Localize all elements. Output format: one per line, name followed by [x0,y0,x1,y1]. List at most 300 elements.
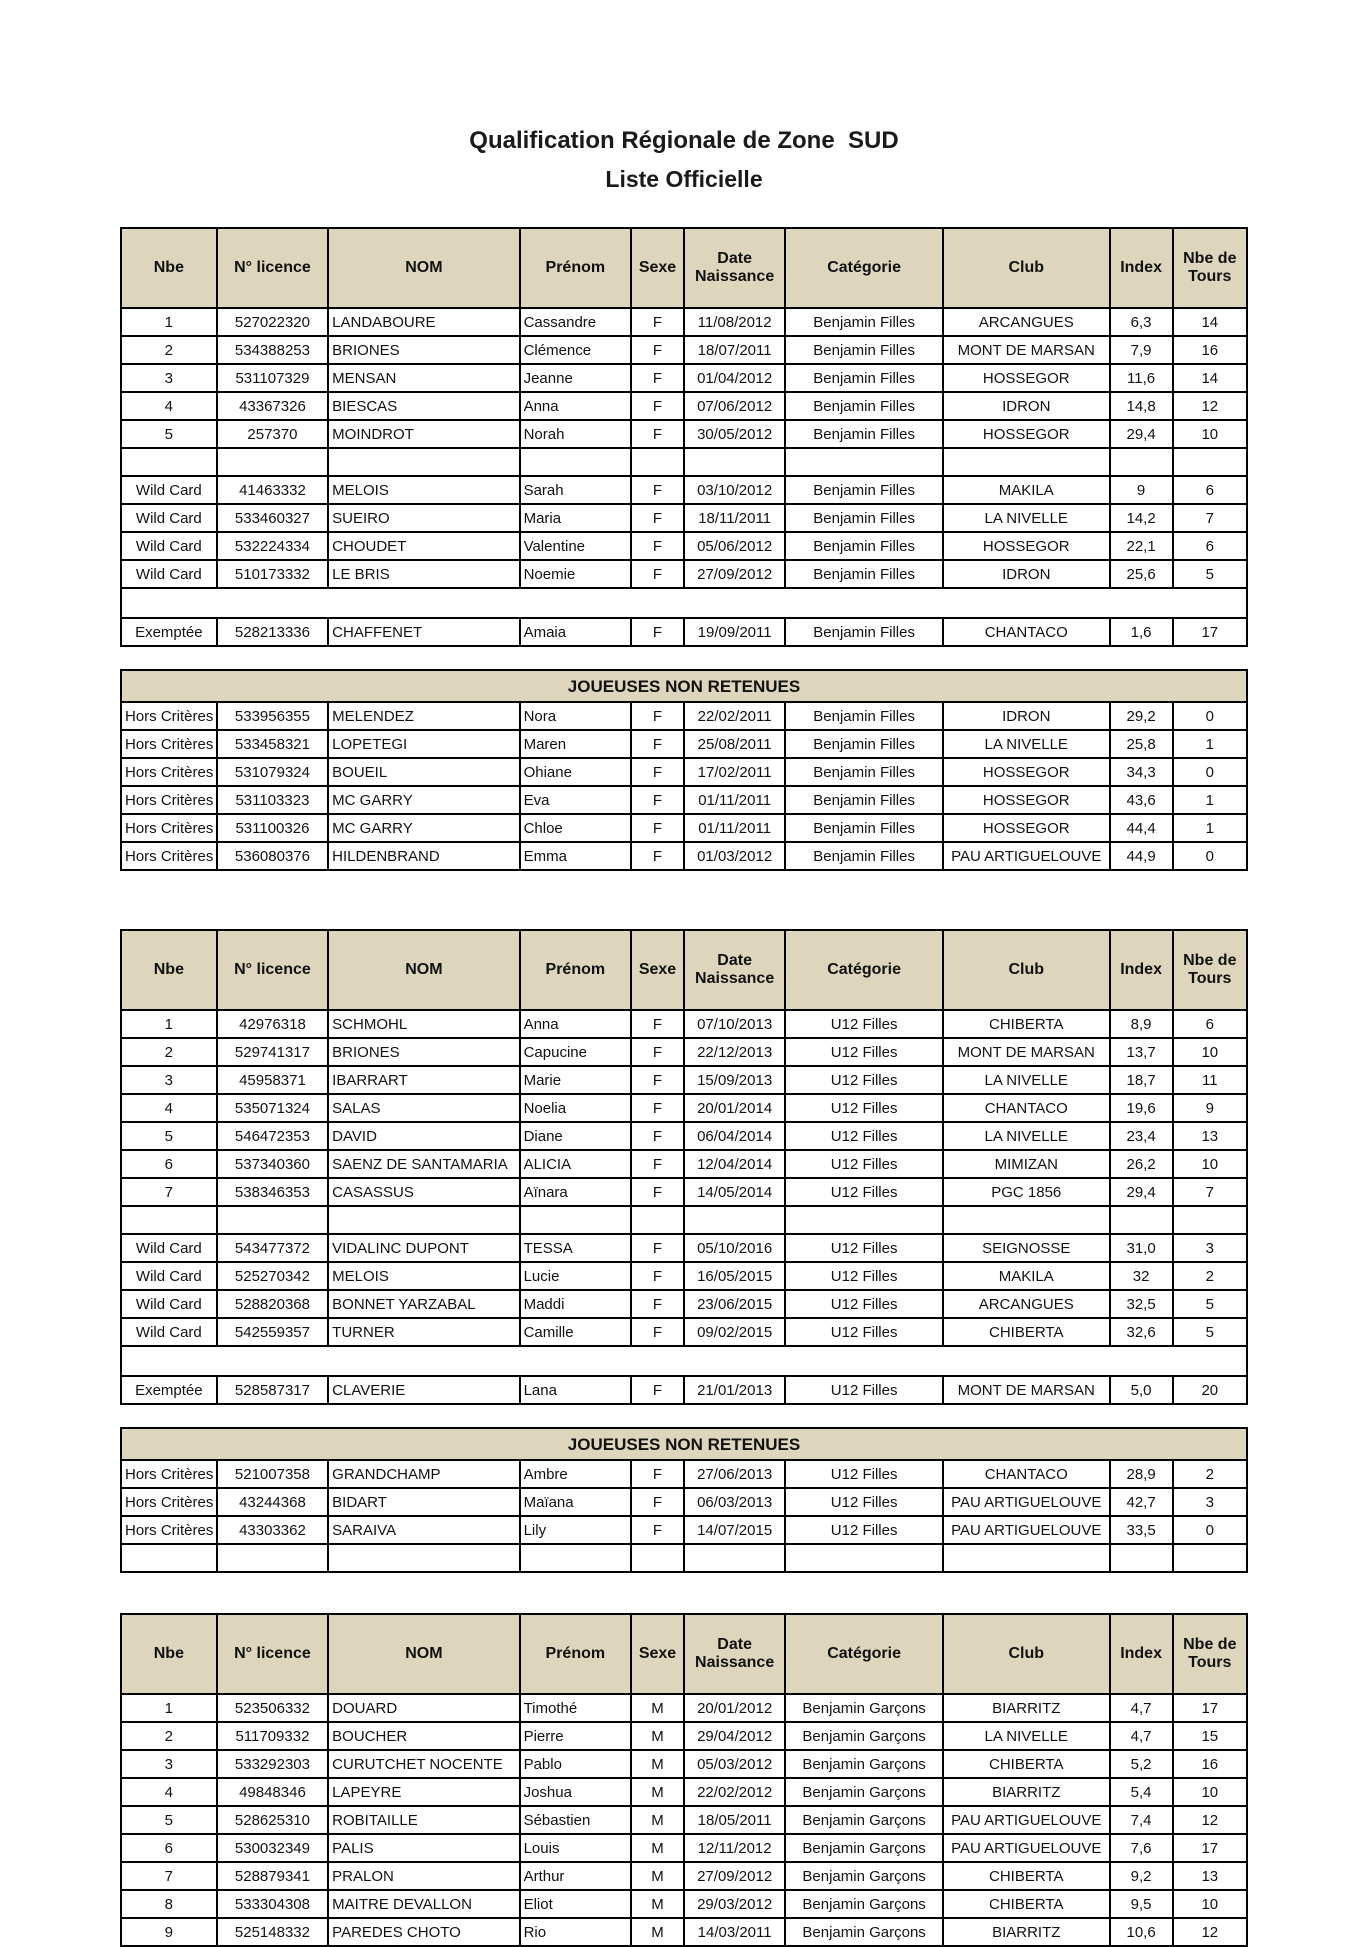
empty-cell [520,448,631,476]
column-header-nom: NOM [328,930,519,1010]
cell-licence: 535071324 [217,1094,328,1122]
cell-index: 25,6 [1110,560,1173,588]
cell-nom: BONNET YARZABAL [328,1290,519,1318]
column-header-prenom: Prénom [520,930,631,1010]
column-header-tours: Nbe de Tours [1173,930,1247,1010]
results-table-2 [120,1613,1248,1947]
column-header-prenom: Prénom [520,1614,631,1694]
cell-licence: 510173332 [217,560,328,588]
cell-club: IDRON [943,392,1110,420]
cell-licence: 533458321 [217,730,328,758]
cell-tours: 14 [1173,308,1247,336]
cell-date-naissance: 06/04/2014 [684,1122,785,1150]
cell-index: 44,9 [1110,842,1173,870]
table-row [121,364,1247,392]
cell-nom: SAENZ DE SANTAMARIA [328,1150,519,1178]
column-header-categorie: Catégorie [785,930,943,1010]
cell-categorie: Benjamin Filles [785,308,943,336]
cell-nbe: Wild Card [121,1234,217,1262]
cell-sexe: F [631,476,684,504]
cell-licence: 528879341 [217,1862,328,1890]
table-row [121,1806,1247,1834]
cell-nbe: 2 [121,1038,217,1066]
cell-nom: CURUTCHET NOCENTE [328,1750,519,1778]
cell-sexe: M [631,1918,684,1946]
cell-club: PAU ARTIGUELOUVE [943,1488,1110,1516]
cell-date-naissance: 22/02/2012 [684,1778,785,1806]
cell-tours: 7 [1173,504,1247,532]
cell-club: IDRON [943,560,1110,588]
gap-cell [121,646,1247,670]
table-row [121,308,1247,336]
cell-nom: MC GARRY [328,786,519,814]
table-row [121,1778,1247,1806]
cell-index: 7,4 [1110,1806,1173,1834]
cell-nom: BIESCAS [328,392,519,420]
cell-date-naissance: 25/08/2011 [684,730,785,758]
cell-tours: 13 [1173,1122,1247,1150]
cell-tours: 17 [1173,618,1247,646]
cell-licence: 45958371 [217,1066,328,1094]
column-header-categorie: Catégorie [785,1614,943,1694]
banner-row [121,1428,1247,1460]
cell-nbe: 3 [121,364,217,392]
column-header-licence: N° licence [217,930,328,1010]
cell-licence: 43244368 [217,1488,328,1516]
cell-sexe: F [631,1234,684,1262]
empty-cell [631,1206,684,1234]
table-header-row [121,930,1247,1010]
cell-tours: 10 [1173,420,1247,448]
cell-nom: BOUCHER [328,1722,519,1750]
cell-nom: BOUEIL [328,758,519,786]
cell-licence: 42976318 [217,1010,328,1038]
cell-club: SEIGNOSSE [943,1234,1110,1262]
cell-sexe: F [631,1460,684,1488]
column-header-club: Club [943,930,1110,1010]
cell-nom: PALIS [328,1834,519,1862]
cell-date-naissance: 27/09/2012 [684,1862,785,1890]
table-row [121,1834,1247,1862]
cell-categorie: U12 Filles [785,1262,943,1290]
column-header-tours: Nbe de Tours [1173,1614,1247,1694]
cell-index: 11,6 [1110,364,1173,392]
cell-prenom: Camille [520,1318,631,1346]
cell-date-naissance: 30/05/2012 [684,420,785,448]
cell-tours: 5 [1173,1290,1247,1318]
cell-licence: 533304308 [217,1890,328,1918]
cell-nom: DOUARD [328,1694,519,1722]
cell-prenom: Noelia [520,1094,631,1122]
cell-licence: 528625310 [217,1806,328,1834]
cell-licence: 532224334 [217,532,328,560]
cell-nom: VIDALINC DUPONT [328,1234,519,1262]
cell-licence: 43303362 [217,1516,328,1544]
cell-club: MIMIZAN [943,1150,1110,1178]
cell-club: BIARRITZ [943,1778,1110,1806]
cell-prenom: Louis [520,1834,631,1862]
cell-club: CHANTACO [943,1460,1110,1488]
column-header-nbe: Nbe [121,1614,217,1694]
cell-prenom: Sarah [520,476,631,504]
table-row [121,758,1247,786]
empty-cell [1173,1206,1247,1234]
cell-club: MAKILA [943,476,1110,504]
cell-nom: MELOIS [328,476,519,504]
column-header-licence: N° licence [217,1614,328,1694]
cell-club: MONT DE MARSAN [943,336,1110,364]
tables-container [120,227,1248,1947]
results-table-1 [120,929,1248,1573]
empty-cell [1173,448,1247,476]
cell-licence: 525148332 [217,1918,328,1946]
cell-prenom: Ambre [520,1460,631,1488]
cell-sexe: F [631,1318,684,1346]
cell-prenom: Maren [520,730,631,758]
page-title: Qualification Régionale de Zone SUD [469,127,899,154]
cell-sexe: F [631,1094,684,1122]
table-row [121,1694,1247,1722]
table-row [121,814,1247,842]
cell-date-naissance: 12/04/2014 [684,1150,785,1178]
table-row [121,1460,1247,1488]
cell-index: 9,2 [1110,1862,1173,1890]
cell-nom: LE BRIS [328,560,519,588]
cell-nbe: Hors Critères [121,1488,217,1516]
cell-date-naissance: 14/07/2015 [684,1516,785,1544]
cell-sexe: F [631,504,684,532]
cell-nbe: 4 [121,392,217,420]
cell-categorie: Benjamin Filles [785,702,943,730]
cell-nbe: Hors Critères [121,1516,217,1544]
merged-spacer-row [121,588,1247,618]
cell-date-naissance: 05/03/2012 [684,1750,785,1778]
cell-tours: 1 [1173,786,1247,814]
cell-categorie: Benjamin Filles [785,532,943,560]
column-header-index: Index [1110,930,1173,1010]
cell-date-naissance: 22/12/2013 [684,1038,785,1066]
cell-tours: 12 [1173,1806,1247,1834]
cell-nbe: 7 [121,1178,217,1206]
cell-prenom: Nora [520,702,631,730]
cell-sexe: F [631,532,684,560]
gap-row [121,646,1247,670]
cell-nom: BIDART [328,1488,519,1516]
cell-licence: 528213336 [217,618,328,646]
cell-prenom: Cassandre [520,308,631,336]
cell-tours: 16 [1173,336,1247,364]
table-row [121,1262,1247,1290]
cell-nbe: 9 [121,1918,217,1946]
cell-index: 34,3 [1110,758,1173,786]
cell-nbe: 2 [121,336,217,364]
cell-categorie: Benjamin Filles [785,730,943,758]
cell-licence: 49848346 [217,1778,328,1806]
cell-date-naissance: 15/09/2013 [684,1066,785,1094]
cell-sexe: F [631,420,684,448]
cell-sexe: M [631,1834,684,1862]
cell-nom: GRANDCHAMP [328,1460,519,1488]
table-row [121,504,1247,532]
cell-licence: 531079324 [217,758,328,786]
cell-tours: 0 [1173,842,1247,870]
table-row [121,392,1247,420]
cell-licence: 531100326 [217,814,328,842]
cell-index: 6,3 [1110,308,1173,336]
cell-nbe: Wild Card [121,560,217,588]
cell-licence: 528820368 [217,1290,328,1318]
cell-categorie: Benjamin Filles [785,560,943,588]
empty-cell [328,448,519,476]
cell-licence: 257370 [217,420,328,448]
cell-index: 19,6 [1110,1094,1173,1122]
cell-prenom: Pablo [520,1750,631,1778]
column-header-date-naissance: Date Naissance [684,228,785,308]
cell-date-naissance: 14/05/2014 [684,1178,785,1206]
cell-club: LA NIVELLE [943,504,1110,532]
cell-date-naissance: 07/10/2013 [684,1010,785,1038]
cell-index: 5,2 [1110,1750,1173,1778]
cell-nom: DAVID [328,1122,519,1150]
cell-nbe: 3 [121,1750,217,1778]
cell-prenom: Jeanne [520,364,631,392]
column-header-date-naissance: Date Naissance [684,1614,785,1694]
column-header-tours: Nbe de Tours [1173,228,1247,308]
cell-index: 28,9 [1110,1460,1173,1488]
cell-tours: 6 [1173,532,1247,560]
cell-date-naissance: 09/02/2015 [684,1318,785,1346]
column-header-sexe: Sexe [631,1614,684,1694]
cell-nom: IBARRART [328,1066,519,1094]
cell-categorie: Benjamin Garçons [785,1834,943,1862]
cell-index: 25,8 [1110,730,1173,758]
cell-tours: 20 [1173,1376,1247,1404]
cell-date-naissance: 23/06/2015 [684,1290,785,1318]
empty-cell [1173,1544,1247,1572]
cell-sexe: F [631,1150,684,1178]
cell-categorie: U12 Filles [785,1122,943,1150]
cell-nom: TURNER [328,1318,519,1346]
table-row [121,1516,1247,1544]
cell-nom: SALAS [328,1094,519,1122]
table-row [121,476,1247,504]
cell-nbe: 5 [121,1122,217,1150]
cell-index: 4,7 [1110,1722,1173,1750]
cell-nbe: Wild Card [121,476,217,504]
cell-licence: 538346353 [217,1178,328,1206]
cell-prenom: Timothé [520,1694,631,1722]
cell-nbe: Hors Critères [121,842,217,870]
cell-club: BIARRITZ [943,1918,1110,1946]
cell-sexe: F [631,1038,684,1066]
cell-club: MONT DE MARSAN [943,1376,1110,1404]
cell-tours: 6 [1173,1010,1247,1038]
cell-nbe: 3 [121,1066,217,1094]
column-header-index: Index [1110,228,1173,308]
cell-sexe: M [631,1694,684,1722]
cell-licence: 527022320 [217,308,328,336]
cell-prenom: Lana [520,1376,631,1404]
cell-club: HOSSEGOR [943,786,1110,814]
empty-cell [1110,448,1173,476]
banner-non-retenues: JOUEUSES NON RETENUES [121,670,1247,702]
table-row [121,702,1247,730]
cell-nom: SUEIRO [328,504,519,532]
cell-prenom: Emma [520,842,631,870]
cell-club: CHIBERTA [943,1862,1110,1890]
cell-sexe: F [631,814,684,842]
cell-club: PAU ARTIGUELOUVE [943,1834,1110,1862]
cell-nom: MAITRE DEVALLON [328,1890,519,1918]
table-row [121,336,1247,364]
cell-categorie: Benjamin Garçons [785,1694,943,1722]
cell-date-naissance: 19/09/2011 [684,618,785,646]
cell-sexe: F [631,786,684,814]
cell-sexe: F [631,308,684,336]
gap-cell [121,1404,1247,1428]
cell-index: 5,4 [1110,1778,1173,1806]
empty-cell [121,448,217,476]
cell-date-naissance: 07/06/2012 [684,392,785,420]
cell-nom: BRIONES [328,336,519,364]
cell-club: BIARRITZ [943,1694,1110,1722]
table-header-row [121,228,1247,308]
cell-nbe: 4 [121,1094,217,1122]
cell-nom: MOINDROT [328,420,519,448]
cell-sexe: F [631,560,684,588]
empty-cell [684,1206,785,1234]
cell-index: 26,2 [1110,1150,1173,1178]
cell-nbe: Hors Critères [121,758,217,786]
cell-date-naissance: 01/11/2011 [684,786,785,814]
merged-spacer-cell [121,1346,1247,1376]
cell-nom: LOPETEGI [328,730,519,758]
cell-categorie: Benjamin Garçons [785,1778,943,1806]
cell-categorie: U12 Filles [785,1094,943,1122]
cell-categorie: Benjamin Filles [785,504,943,532]
cell-categorie: Benjamin Filles [785,420,943,448]
cell-tours: 2 [1173,1460,1247,1488]
cell-sexe: F [631,1488,684,1516]
cell-nbe: 7 [121,1862,217,1890]
cell-date-naissance: 22/02/2011 [684,702,785,730]
cell-index: 32 [1110,1262,1173,1290]
cell-categorie: Benjamin Garçons [785,1890,943,1918]
cell-index: 9,5 [1110,1890,1173,1918]
cell-licence: 533292303 [217,1750,328,1778]
cell-sexe: F [631,1122,684,1150]
cell-tours: 5 [1173,560,1247,588]
cell-nom: PRALON [328,1862,519,1890]
cell-nbe: 6 [121,1834,217,1862]
empty-cell [520,1206,631,1234]
table-row [121,1290,1247,1318]
cell-club: ARCANGUES [943,1290,1110,1318]
cell-categorie: Benjamin Filles [785,758,943,786]
cell-tours: 14 [1173,364,1247,392]
cell-prenom: Capucine [520,1038,631,1066]
cell-club: MONT DE MARSAN [943,1038,1110,1066]
cell-prenom: Joshua [520,1778,631,1806]
cell-prenom: Chloe [520,814,631,842]
cell-prenom: Pierre [520,1722,631,1750]
cell-date-naissance: 20/01/2014 [684,1094,785,1122]
cell-tours: 17 [1173,1694,1247,1722]
cell-categorie: Benjamin Garçons [785,1862,943,1890]
table-row [121,1318,1247,1346]
cell-categorie: U12 Filles [785,1516,943,1544]
cell-sexe: F [631,702,684,730]
cell-categorie: U12 Filles [785,1376,943,1404]
banner-row [121,670,1247,702]
cell-licence: 534388253 [217,336,328,364]
cell-licence: 536080376 [217,842,328,870]
cell-prenom: Diane [520,1122,631,1150]
empty-cell [217,1544,328,1572]
cell-licence: 543477372 [217,1234,328,1262]
cell-index: 8,9 [1110,1010,1173,1038]
cell-club: PAU ARTIGUELOUVE [943,1516,1110,1544]
cell-sexe: F [631,730,684,758]
cell-nom: CLAVERIE [328,1376,519,1404]
empty-row [121,1544,1247,1572]
cell-prenom: Valentine [520,532,631,560]
cell-sexe: F [631,618,684,646]
cell-prenom: Maria [520,504,631,532]
table-row [121,1038,1247,1066]
cell-nbe: 2 [121,1722,217,1750]
cell-licence: 530032349 [217,1834,328,1862]
cell-index: 1,6 [1110,618,1173,646]
table-row [121,786,1247,814]
cell-nom: ROBITAILLE [328,1806,519,1834]
empty-cell [785,1206,943,1234]
cell-date-naissance: 18/05/2011 [684,1806,785,1834]
table-row [121,1890,1247,1918]
cell-club: PAU ARTIGUELOUVE [943,842,1110,870]
cell-tours: 7 [1173,1178,1247,1206]
cell-nom: BRIONES [328,1038,519,1066]
cell-club: CHIBERTA [943,1750,1110,1778]
cell-date-naissance: 01/03/2012 [684,842,785,870]
table-row [121,1094,1247,1122]
cell-nbe: Hors Critères [121,814,217,842]
cell-club: HOSSEGOR [943,758,1110,786]
cell-categorie: Benjamin Filles [785,814,943,842]
cell-prenom: Clémence [520,336,631,364]
cell-tours: 10 [1173,1150,1247,1178]
cell-club: IDRON [943,702,1110,730]
cell-sexe: M [631,1806,684,1834]
cell-date-naissance: 05/06/2012 [684,532,785,560]
merged-spacer-row [121,1346,1247,1376]
column-header-nom: NOM [328,1614,519,1694]
empty-row [121,1206,1247,1234]
cell-nbe: 5 [121,420,217,448]
cell-categorie: U12 Filles [785,1066,943,1094]
cell-licence: 41463332 [217,476,328,504]
cell-sexe: M [631,1890,684,1918]
cell-index: 29,4 [1110,1178,1173,1206]
cell-index: 44,4 [1110,814,1173,842]
cell-club: HOSSEGOR [943,532,1110,560]
cell-nbe: 6 [121,1150,217,1178]
cell-prenom: Arthur [520,1862,631,1890]
cell-categorie: U12 Filles [785,1318,943,1346]
cell-prenom: Eva [520,786,631,814]
cell-categorie: Benjamin Garçons [785,1918,943,1946]
cell-date-naissance: 27/09/2012 [684,560,785,588]
